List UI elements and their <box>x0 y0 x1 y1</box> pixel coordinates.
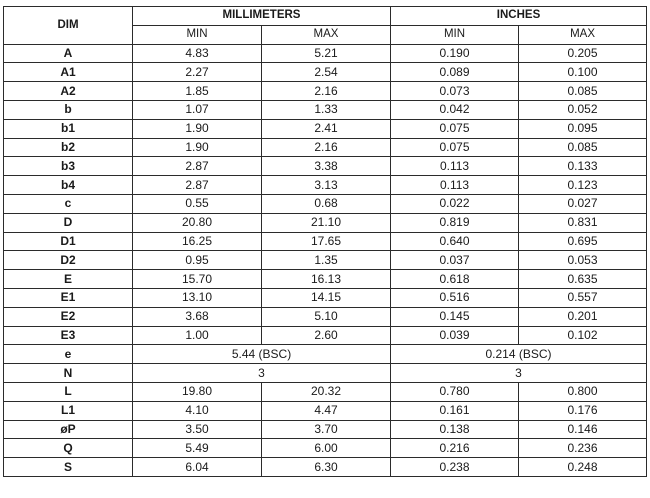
dim-cell: b2 <box>4 138 133 157</box>
mm-max-cell: 1.33 <box>262 100 391 119</box>
dim-cell: b4 <box>4 176 133 195</box>
in-max-cell: 0.831 <box>519 213 647 232</box>
header-mm-min: MIN <box>133 25 262 44</box>
table-row <box>4 401 647 420</box>
in-max-cell: 0.085 <box>519 82 647 101</box>
table-row <box>4 213 647 232</box>
mm-min-cell: 19.80 <box>133 382 262 401</box>
dimensions-table <box>3 6 647 477</box>
table-row <box>4 270 647 289</box>
in-min-cell: 0.161 <box>391 401 519 420</box>
in-min-cell: 0.113 <box>391 157 519 176</box>
in-min-cell: 0.075 <box>391 138 519 157</box>
dim-cell: E3 <box>4 326 133 345</box>
dim-cell: b <box>4 100 133 119</box>
dim-cell: Q <box>4 439 133 458</box>
table-row <box>4 44 647 63</box>
table-row <box>4 63 647 82</box>
dim-cell: N <box>4 364 133 383</box>
in-max-cell: 0.695 <box>519 232 647 251</box>
mm-min-cell: 3.68 <box>133 307 262 326</box>
dimensions-body <box>4 44 647 476</box>
mm-max-cell: 3.70 <box>262 420 391 439</box>
mm-min-cell: 1.00 <box>133 326 262 345</box>
in-max-cell: 0.635 <box>519 270 647 289</box>
dim-cell: c <box>4 194 133 213</box>
mm-min-cell: 4.83 <box>133 44 262 63</box>
mm-min-cell: 1.90 <box>133 119 262 138</box>
in-max-cell: 0.053 <box>519 251 647 270</box>
mm-min-cell: 5.49 <box>133 439 262 458</box>
mm-max-cell: 14.15 <box>262 288 391 307</box>
mm-span-cell: 5.44 (BSC) <box>133 345 391 364</box>
mm-min-cell: 2.87 <box>133 176 262 195</box>
mm-max-cell: 0.68 <box>262 194 391 213</box>
in-max-cell: 0.095 <box>519 119 647 138</box>
in-max-cell: 0.102 <box>519 326 647 345</box>
mm-min-cell: 15.70 <box>133 270 262 289</box>
dim-cell: b1 <box>4 119 133 138</box>
in-span-cell: 3 <box>391 364 647 383</box>
table-row <box>4 345 647 364</box>
in-max-cell: 0.027 <box>519 194 647 213</box>
dim-cell: b3 <box>4 157 133 176</box>
mm-min-cell: 2.87 <box>133 157 262 176</box>
mm-min-cell: 4.10 <box>133 401 262 420</box>
in-max-cell: 0.146 <box>519 420 647 439</box>
in-min-cell: 0.216 <box>391 439 519 458</box>
in-max-cell: 0.205 <box>519 44 647 63</box>
dim-cell: D <box>4 213 133 232</box>
in-min-cell: 0.190 <box>391 44 519 63</box>
mm-min-cell: 13.10 <box>133 288 262 307</box>
mm-span-cell: 3 <box>133 364 391 383</box>
table-row <box>4 307 647 326</box>
mm-max-cell: 16.13 <box>262 270 391 289</box>
in-min-cell: 0.138 <box>391 420 519 439</box>
in-min-cell: 0.819 <box>391 213 519 232</box>
mm-max-cell: 17.65 <box>262 232 391 251</box>
table-row <box>4 439 647 458</box>
header-dim: DIM <box>4 7 133 45</box>
header-millimeters: MILLIMETERS <box>133 7 391 26</box>
mm-max-cell: 5.10 <box>262 307 391 326</box>
in-max-cell: 0.176 <box>519 401 647 420</box>
in-max-cell: 0.133 <box>519 157 647 176</box>
in-max-cell: 0.100 <box>519 63 647 82</box>
table-row <box>4 382 647 401</box>
in-min-cell: 0.075 <box>391 119 519 138</box>
in-max-cell: 0.085 <box>519 138 647 157</box>
in-max-cell: 0.236 <box>519 439 647 458</box>
table-row <box>4 194 647 213</box>
dim-cell: e <box>4 345 133 364</box>
mm-min-cell: 1.90 <box>133 138 262 157</box>
in-min-cell: 0.022 <box>391 194 519 213</box>
in-min-cell: 0.618 <box>391 270 519 289</box>
dim-cell: E1 <box>4 288 133 307</box>
table-row <box>4 458 647 477</box>
table-row <box>4 138 647 157</box>
dim-cell: A2 <box>4 82 133 101</box>
dim-cell: A1 <box>4 63 133 82</box>
table-row <box>4 119 647 138</box>
dim-cell: øP <box>4 420 133 439</box>
header-row-groups <box>4 7 647 26</box>
header-in-min: MIN <box>391 25 519 44</box>
mm-max-cell: 4.47 <box>262 401 391 420</box>
mm-max-cell: 21.10 <box>262 213 391 232</box>
mm-max-cell: 6.30 <box>262 458 391 477</box>
in-min-cell: 0.113 <box>391 176 519 195</box>
in-span-cell: 0.214 (BSC) <box>391 345 647 364</box>
mm-max-cell: 2.60 <box>262 326 391 345</box>
mm-min-cell: 0.55 <box>133 194 262 213</box>
table-row <box>4 82 647 101</box>
dim-cell: L <box>4 382 133 401</box>
mm-max-cell: 2.16 <box>262 138 391 157</box>
mm-min-cell: 16.25 <box>133 232 262 251</box>
dim-cell: D1 <box>4 232 133 251</box>
in-min-cell: 0.073 <box>391 82 519 101</box>
mm-max-cell: 3.13 <box>262 176 391 195</box>
in-max-cell: 0.557 <box>519 288 647 307</box>
mm-max-cell: 1.35 <box>262 251 391 270</box>
header-in-max: MAX <box>519 25 647 44</box>
mm-min-cell: 3.50 <box>133 420 262 439</box>
table-row <box>4 232 647 251</box>
in-min-cell: 0.145 <box>391 307 519 326</box>
header-inches: INCHES <box>391 7 647 26</box>
mm-max-cell: 5.21 <box>262 44 391 63</box>
mm-min-cell: 1.85 <box>133 82 262 101</box>
mm-max-cell: 6.00 <box>262 439 391 458</box>
mm-min-cell: 2.27 <box>133 63 262 82</box>
header-mm-max: MAX <box>262 25 391 44</box>
mm-min-cell: 20.80 <box>133 213 262 232</box>
dim-cell: D2 <box>4 251 133 270</box>
table-row <box>4 288 647 307</box>
in-min-cell: 0.780 <box>391 382 519 401</box>
table-row <box>4 176 647 195</box>
table-row <box>4 100 647 119</box>
dim-cell: E <box>4 270 133 289</box>
in-min-cell: 0.089 <box>391 63 519 82</box>
dim-cell: E2 <box>4 307 133 326</box>
dim-cell: S <box>4 458 133 477</box>
in-max-cell: 0.201 <box>519 307 647 326</box>
in-max-cell: 0.800 <box>519 382 647 401</box>
in-min-cell: 0.042 <box>391 100 519 119</box>
mm-max-cell: 2.16 <box>262 82 391 101</box>
in-max-cell: 0.123 <box>519 176 647 195</box>
mm-max-cell: 20.32 <box>262 382 391 401</box>
dim-cell: A <box>4 44 133 63</box>
table-row <box>4 251 647 270</box>
in-min-cell: 0.640 <box>391 232 519 251</box>
in-min-cell: 0.039 <box>391 326 519 345</box>
in-max-cell: 0.248 <box>519 458 647 477</box>
dimensions-sheet <box>3 6 646 477</box>
mm-min-cell: 0.95 <box>133 251 262 270</box>
table-row <box>4 364 647 383</box>
in-min-cell: 0.516 <box>391 288 519 307</box>
mm-max-cell: 2.54 <box>262 63 391 82</box>
in-min-cell: 0.037 <box>391 251 519 270</box>
mm-min-cell: 6.04 <box>133 458 262 477</box>
mm-max-cell: 2.41 <box>262 119 391 138</box>
in-max-cell: 0.052 <box>519 100 647 119</box>
in-min-cell: 0.238 <box>391 458 519 477</box>
mm-min-cell: 1.07 <box>133 100 262 119</box>
table-row <box>4 326 647 345</box>
table-row <box>4 157 647 176</box>
table-row <box>4 420 647 439</box>
dim-cell: L1 <box>4 401 133 420</box>
mm-max-cell: 3.38 <box>262 157 391 176</box>
